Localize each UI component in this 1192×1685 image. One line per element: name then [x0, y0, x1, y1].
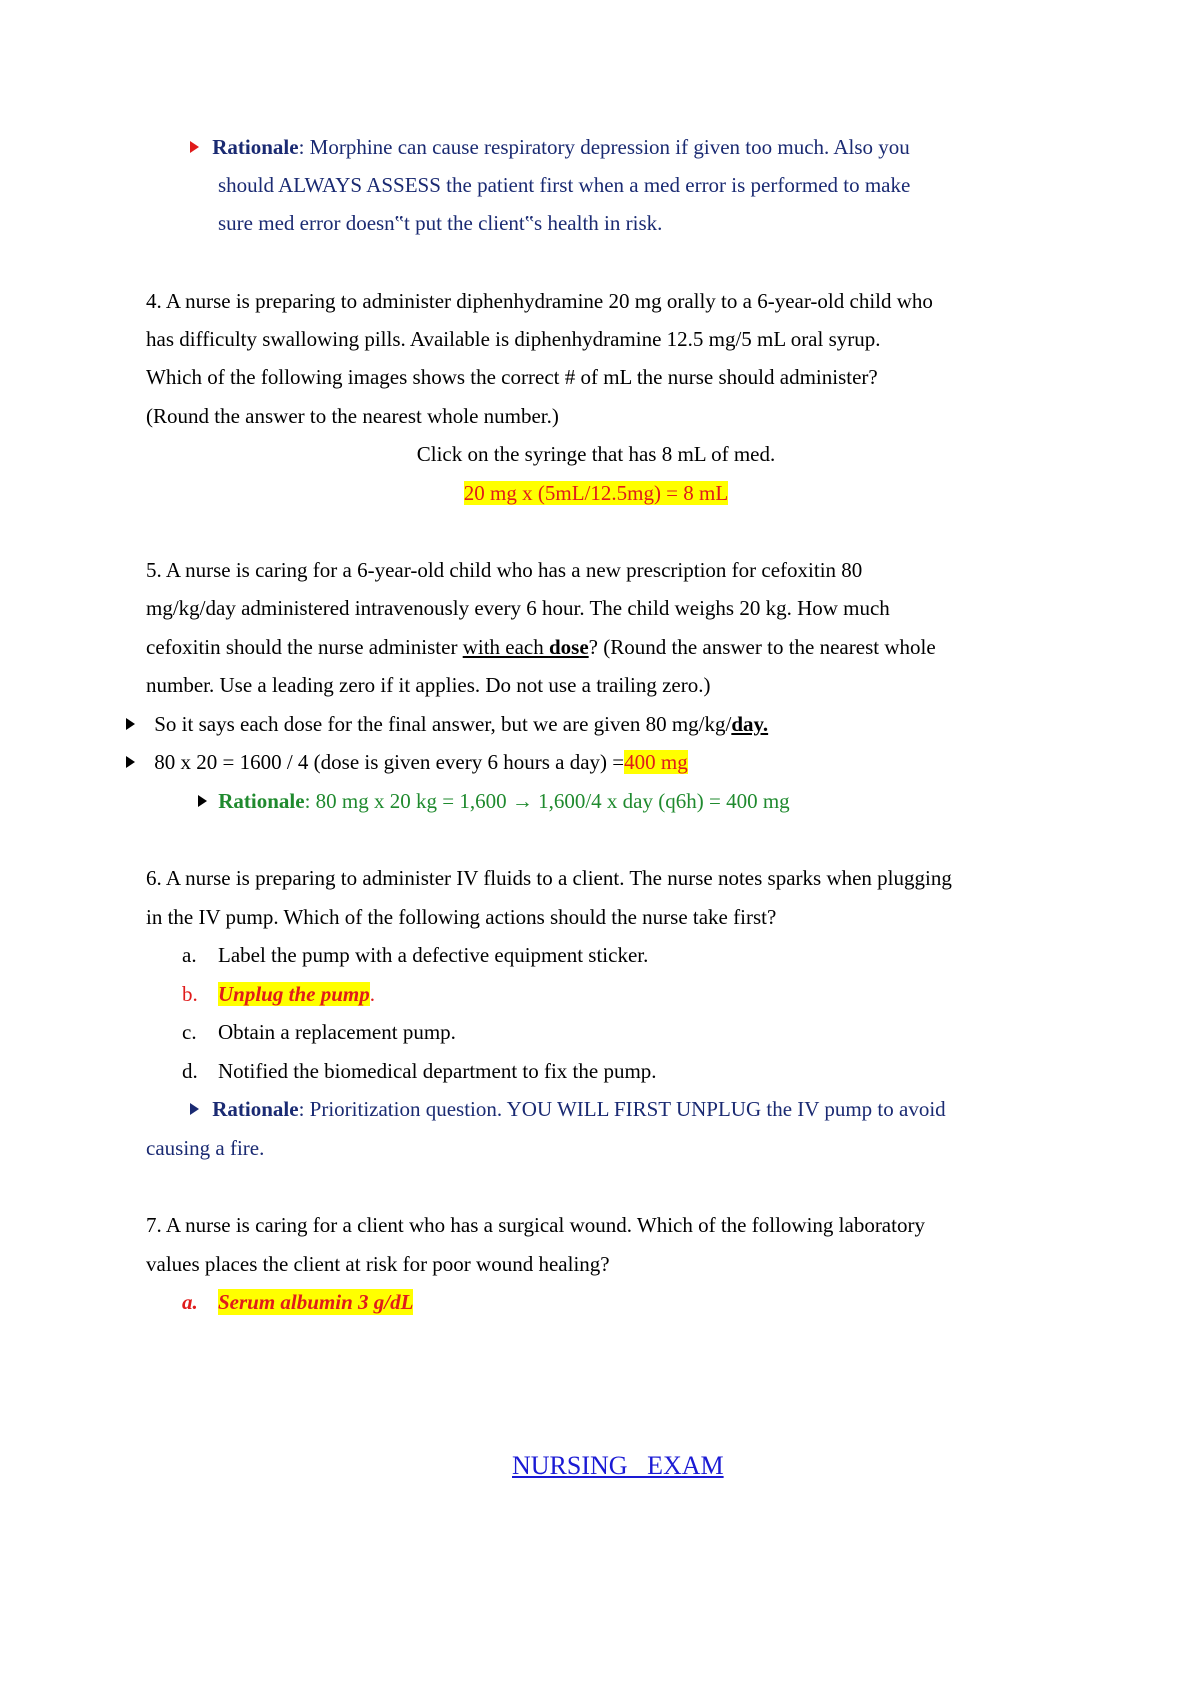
- q6-option-a: [182, 942, 649, 968]
- bullet-arrow-icon: [190, 1103, 199, 1115]
- q6-option-c: [182, 1019, 456, 1045]
- q3-rationale-line3: sure med error doesn‟t put the client‟s health in risk.: [218, 211, 663, 235]
- q5-line4: number. Use a leading zero if it applies. Do not use a trailing zero.): [146, 673, 711, 697]
- q7-line1: 7. A nurse is caring for a client who has a surgical wound. Which of the following laboratory: [146, 1213, 925, 1237]
- q5-line2: mg/kg/day administered intravenously every 6 hour. The child weighs 20 kg. How much: [146, 596, 890, 620]
- q3-rationale-line1: [190, 134, 910, 160]
- option-text-correct: Serum albumin 3 g/dL: [218, 1290, 414, 1314]
- rationale-label: Rationale: [218, 789, 305, 813]
- option-letter: a.: [182, 1290, 198, 1314]
- q4-line1: 4. A nurse is preparing to administer diphenhydramine 20 mg orally to a 6-year-old child who: [146, 289, 933, 313]
- q4-line4: (Round the answer to the nearest whole number.): [146, 404, 559, 428]
- option-text: Notified the biomedical department to fix the pump.: [218, 1059, 657, 1083]
- option-suffix: .: [369, 982, 375, 1006]
- option-text: Label the pump with a defective equipment sticker.: [218, 943, 649, 967]
- q4-line2: has difficulty swallowing pills. Available is diphenhydramine 12.5 mg/5 mL oral syrup.: [146, 327, 881, 351]
- q5-bullet2: [126, 749, 688, 775]
- q5-emphasis-with-each: with each: [462, 635, 549, 659]
- option-text: Obtain a replacement pump.: [218, 1020, 456, 1044]
- q4-instruction: Click on the syringe that has 8 mL of med.: [416, 442, 776, 466]
- arrow-right-icon: →: [511, 789, 533, 813]
- footer: [512, 1450, 724, 1483]
- rationale-text: : Morphine can cause respiratory depression if given too much. Also you: [298, 135, 910, 159]
- rationale-label: Rationale: [212, 135, 299, 159]
- q5-emphasis-dose: dose: [548, 635, 589, 659]
- q5-bullet2-answer: 400 mg: [624, 750, 688, 774]
- q3-rationale-line2: should ALWAYS ASSESS the patient first when a med error is performed to make: [218, 173, 911, 197]
- q5-line1: 5. A nurse is caring for a 6-year-old child who has a new prescription for cefoxitin 80: [146, 558, 863, 582]
- nursing-exam-link[interactable]: NURSING EXAM: [512, 1451, 724, 1480]
- q5-line3: [146, 634, 936, 660]
- q5-rationale-text1: : 80 mg x 20 kg = 1,600: [304, 789, 512, 813]
- q6-option-d: [182, 1058, 657, 1084]
- q4-line3: Which of the following images shows the correct # of mL the nurse should administer?: [146, 365, 878, 389]
- q7-line2: values places the client at risk for poor wound healing?: [146, 1252, 610, 1276]
- q6-line2: in the IV pump. Which of the following actions should the nurse take first?: [146, 905, 777, 929]
- q5-bullet1-text: So it says each dose for the final answer, but we are given 80 mg/kg/: [154, 712, 732, 736]
- option-text-correct: Unplug the pump: [218, 982, 370, 1006]
- option-letter: a.: [182, 943, 197, 967]
- q6-option-b: [182, 981, 375, 1007]
- q5-bullet1: [126, 711, 768, 737]
- bullet-arrow-icon: [126, 718, 135, 730]
- option-letter: d.: [182, 1059, 198, 1083]
- q4-answer: 20 mg x (5mL/12.5mg) = 8 mL: [463, 481, 729, 505]
- q6-rationale-line2: causing a fire.: [146, 1136, 265, 1160]
- option-letter: b.: [182, 982, 198, 1006]
- q5-bullet2-text: 80 x 20 = 1600 / 4 (dose is given every 6 hours a day) =: [154, 750, 625, 774]
- rationale-label: Rationale: [212, 1097, 299, 1121]
- q6-line1: 6. A nurse is preparing to administer IV fluids to a client. The nurse notes sparks when plugging: [146, 866, 952, 890]
- q6-rationale-line1: [190, 1096, 946, 1122]
- q5-line3-post: ? (Round the answer to the nearest whole: [588, 635, 936, 659]
- q5-rationale: [198, 788, 790, 814]
- bullet-arrow-icon: [126, 756, 135, 768]
- q5-rationale-text2: 1,600/4 x day (q6h) = 400 mg: [532, 789, 790, 813]
- q5-line3-pre: cefoxitin should the nurse administer: [146, 635, 463, 659]
- q7-option-a: [182, 1289, 414, 1315]
- q5-bullet1-emphasis: day.: [731, 712, 769, 736]
- bullet-arrow-icon: [198, 795, 207, 807]
- rationale-text: : Prioritization question. YOU WILL FIRST UNPLUG the IV pump to avoid: [298, 1097, 946, 1121]
- bullet-arrow-icon: [190, 141, 199, 153]
- q4-answer-row: [0, 480, 1192, 506]
- option-letter: c.: [182, 1020, 197, 1044]
